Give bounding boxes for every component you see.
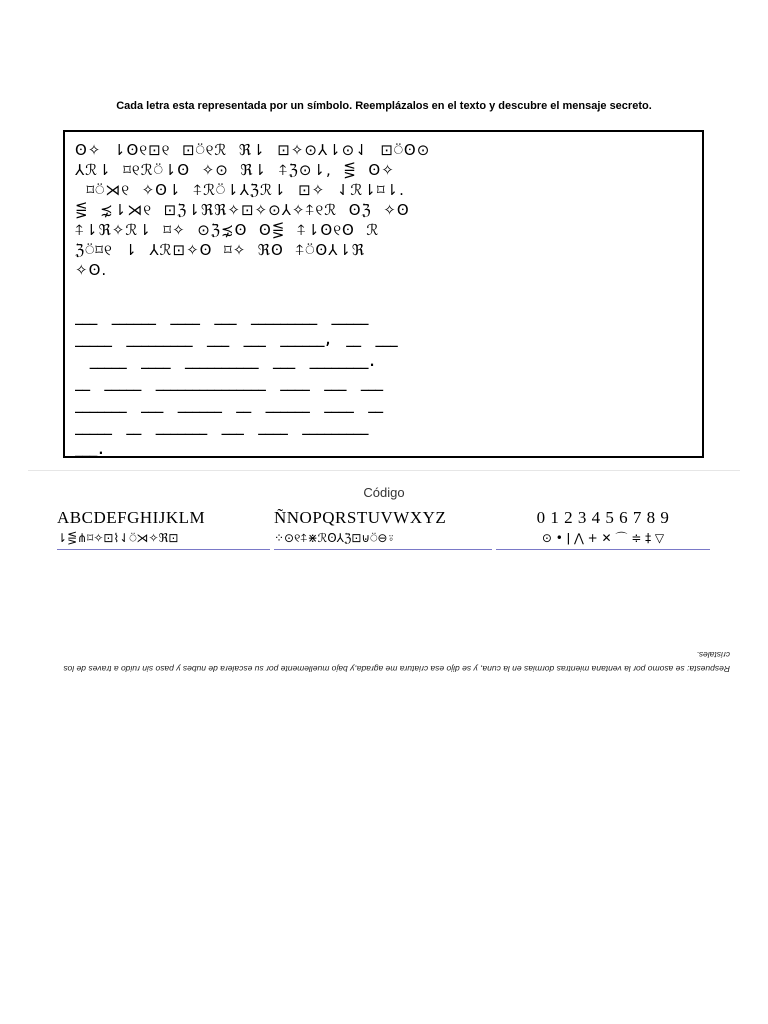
code-key-n-z bbox=[274, 507, 492, 550]
answer-blank-line: __ _____ _______________ ____ ___ ___ bbox=[75, 377, 383, 392]
code-symbols: ⊙ • ǀ ⋀ + ✕ ⌒ ≑ ‡ ▽ bbox=[541, 531, 665, 545]
cipher-text bbox=[75, 140, 695, 280]
code-letters: 0 1 2 3 4 5 6 7 8 9 bbox=[536, 508, 670, 527]
code-symbols: ⇂⋚⋔⌑✧⊡⌇⇃⍥⋊✧ℜ⊡ bbox=[57, 531, 179, 545]
code-key-digits bbox=[496, 507, 710, 550]
answer-blanks bbox=[75, 308, 695, 462]
cipher-line: ⋚ ⋨⇂⋊୧ ⊡ℨ⇂ℜℜ✧⊡✧⊙⅄✧⍏୧ℛ ʘℨ ✧ʘ bbox=[75, 201, 410, 219]
cipher-line: ⍏⇂ℜ✧ℛ⇂ ⌑✧ ⊙ℨ⋨ʘ ʘ⋚ ⍏⇂ʘ୧ʘ ℛ bbox=[75, 221, 380, 239]
cipher-line: ✧ʘ. bbox=[75, 261, 108, 279]
cipher-line: ⌑⍥⋊୧ ✧ʘ⇂ ⍏ℛ⍥⇂⅄ℨℛ⇂ ⊡✧ ⇃ℛ⇂⌑⇂. bbox=[75, 181, 405, 199]
answer-blank-line: _____ ____ __________ ___ ________. bbox=[75, 355, 376, 370]
cipher-box bbox=[63, 130, 704, 458]
answer-blank-line: _____ __ _______ ___ ____ _________ bbox=[75, 421, 369, 436]
answer-upside-down: Respuesta: se asomo por la ventana mientras dormias en la cuna, y se dijo esa criatura me agrada,y bajo muellemente por su escalera de nubes y paso sin ruido a traves de los cristales. bbox=[63, 650, 730, 674]
cipher-line: ⅄ℛ⇂ ⌑୧ℛ⍥⇂ʘ ✧⊙ ℜ⇂ ⍏ℨ⊙⇂, ⋚ ʘ✧ bbox=[75, 161, 395, 179]
code-letters: ÑNOPQRSTUVWXYZ bbox=[274, 508, 447, 527]
cipher-line: ʘ✧ ⇂ʘ୧⊡୧ ⊡⍥୧ℛ ℜ⇂ ⊡✧⊙⅄⇂⊙⇃ ⊡⍥ʘ⊙ bbox=[75, 141, 431, 159]
code-underline bbox=[496, 549, 710, 550]
answer-blank-line: ___ ______ ____ ___ _________ _____ bbox=[75, 311, 369, 326]
cipher-line: ℨ⍥⌑୧ ⇂ ⅄ℛ⊡✧ʘ ⌑✧ ℜʘ ⍏⍥ʘ⅄⇂ℜ bbox=[75, 241, 366, 259]
code-title: Código bbox=[363, 485, 405, 500]
instructions-text: Cada letra esta representada por un símbolo. Reemplázalos en el texto y descubre el mensaje secreto. bbox=[116, 100, 652, 112]
code-key-a-m bbox=[57, 507, 270, 550]
code-symbols: ⁘⊙୧⍏⋇ℛʘ⅄ℨ⊡⊍⍥⊖⍤ bbox=[274, 531, 395, 545]
code-underline bbox=[57, 549, 270, 550]
code-underline bbox=[274, 549, 492, 550]
section-divider bbox=[28, 470, 740, 471]
code-letters: ABCDEFGHIJKLM bbox=[57, 508, 206, 527]
answer-blank-line: ___. bbox=[75, 443, 105, 458]
answer-blank-line: _______ ___ ______ __ ______ ____ __ bbox=[75, 399, 383, 414]
answer-blank-line: _____ _________ ___ ___ ______, __ ___ bbox=[75, 333, 398, 348]
